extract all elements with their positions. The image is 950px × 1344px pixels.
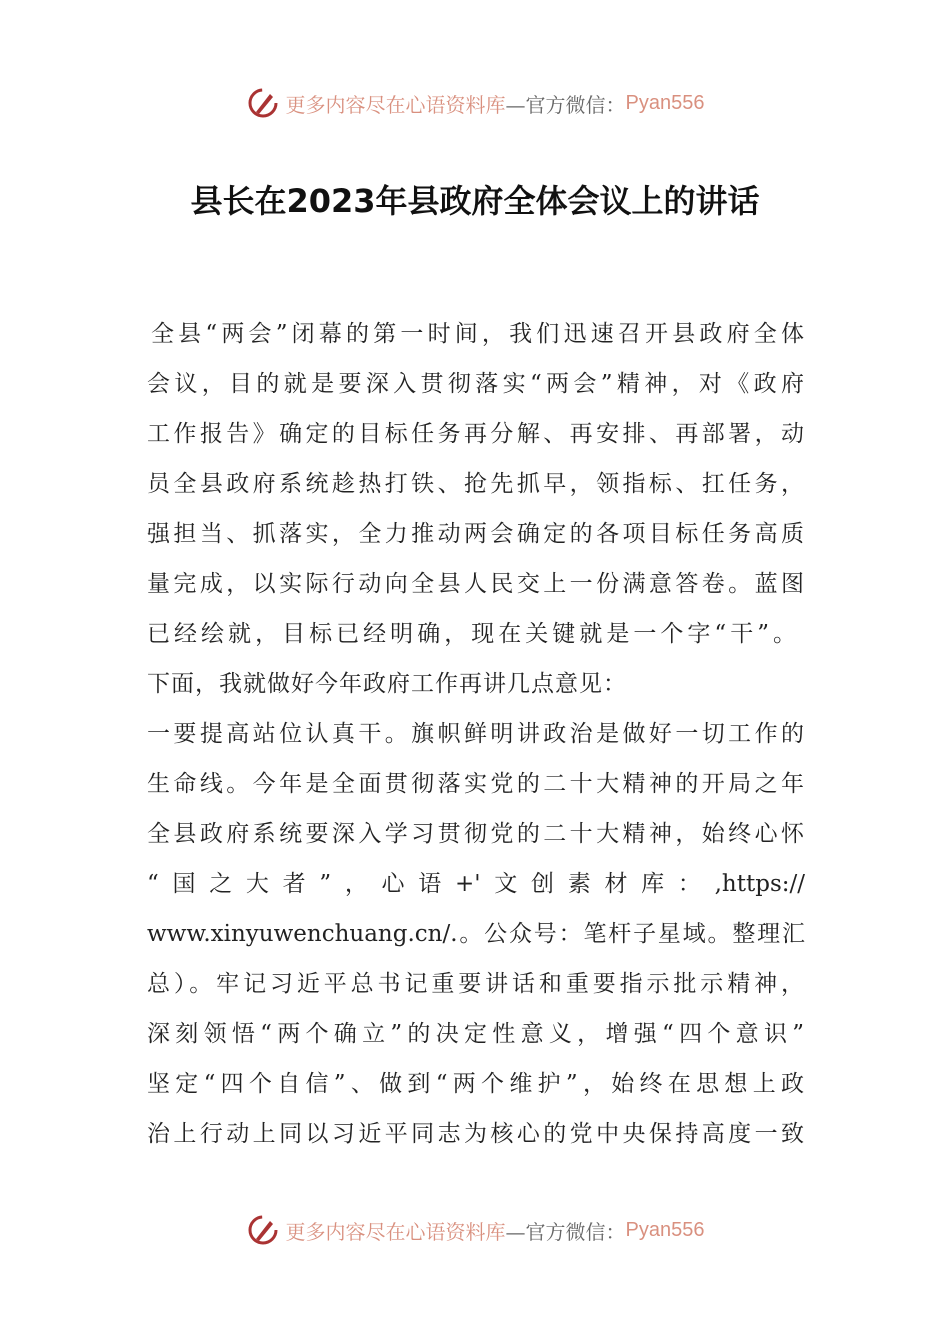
watermark-wechat-label: —官方微信： [505, 92, 626, 117]
pen-logo-icon [246, 1213, 280, 1247]
paragraph-line: www.xinyuwenchuang.cn/.。公众号：笔杆子星域。整理汇 [147, 921, 805, 947]
paragraph-line: 深刻领悟“两个确立”的决定性意义，增强“四个意识” [147, 1021, 805, 1047]
paragraph-line: 已经绘就，目标已经明确，现在关键就是一个字“干”。 [147, 621, 797, 647]
pen-logo-icon [246, 86, 280, 120]
paragraph-line: 员全县政府系统趁热打铁、抢先抓早，领指标、扛任务， [147, 471, 805, 497]
paragraph-line: 全县“两会”闭幕的第一时间，我们迅速召开县政府全体 [151, 321, 805, 347]
document-title: 县长在2023年县政府全体会议上的讲话 [190, 182, 760, 220]
paragraph-line: 会议，目的就是要深入贯彻落实“两会”精神，对《政府 [147, 371, 805, 397]
paragraph-line: “国之大者”，心语+'文创素材库：,https:// [147, 871, 805, 897]
paragraph-line: 治上行动上同以习近平同志为核心的党中央保持高度一致 [147, 1121, 805, 1147]
footer-watermark [0, 1213, 950, 1247]
document-body [147, 315, 805, 1165]
header-watermark [0, 86, 950, 120]
paragraph-line: 生命线。今年是全面贯彻落实党的二十大精神的开局之年 [147, 771, 805, 797]
watermark-text: 更多内容尽在心语资料库 [285, 1219, 506, 1244]
paragraph-line: 量完成，以实际行动向全县人民交上一份满意答卷。蓝图 [147, 571, 805, 597]
paragraph-line: 总）。牢记习近平总书记重要讲话和重要指示批示精神， [147, 971, 805, 997]
paragraph-line: 强担当、抓落实，全力推动两会确定的各项目标任务高质 [147, 521, 805, 547]
paragraph-line: 坚定“四个自信”、做到“两个维护”，始终在思想上政 [147, 1071, 805, 1097]
watermark-wechat-id: Pyan556 [625, 91, 705, 114]
paragraph-line: 全县政府系统要深入学习贯彻党的二十大精神，始终心怀 [147, 821, 805, 847]
watermark-wechat-label: —官方微信： [505, 1219, 626, 1244]
watermark-wechat-id: Pyan556 [625, 1218, 705, 1241]
watermark-text: 更多内容尽在心语资料库 [285, 92, 506, 117]
paragraph-line: 一要提高站位认真干。旗帜鲜明讲政治是做好一切工作的 [147, 721, 805, 747]
paragraph-line: 工作报告》确定的目标任务再分解、再安排、再部署，动 [147, 421, 805, 447]
paragraph-line: 下面，我就做好今年政府工作再讲几点意见： [147, 671, 627, 697]
